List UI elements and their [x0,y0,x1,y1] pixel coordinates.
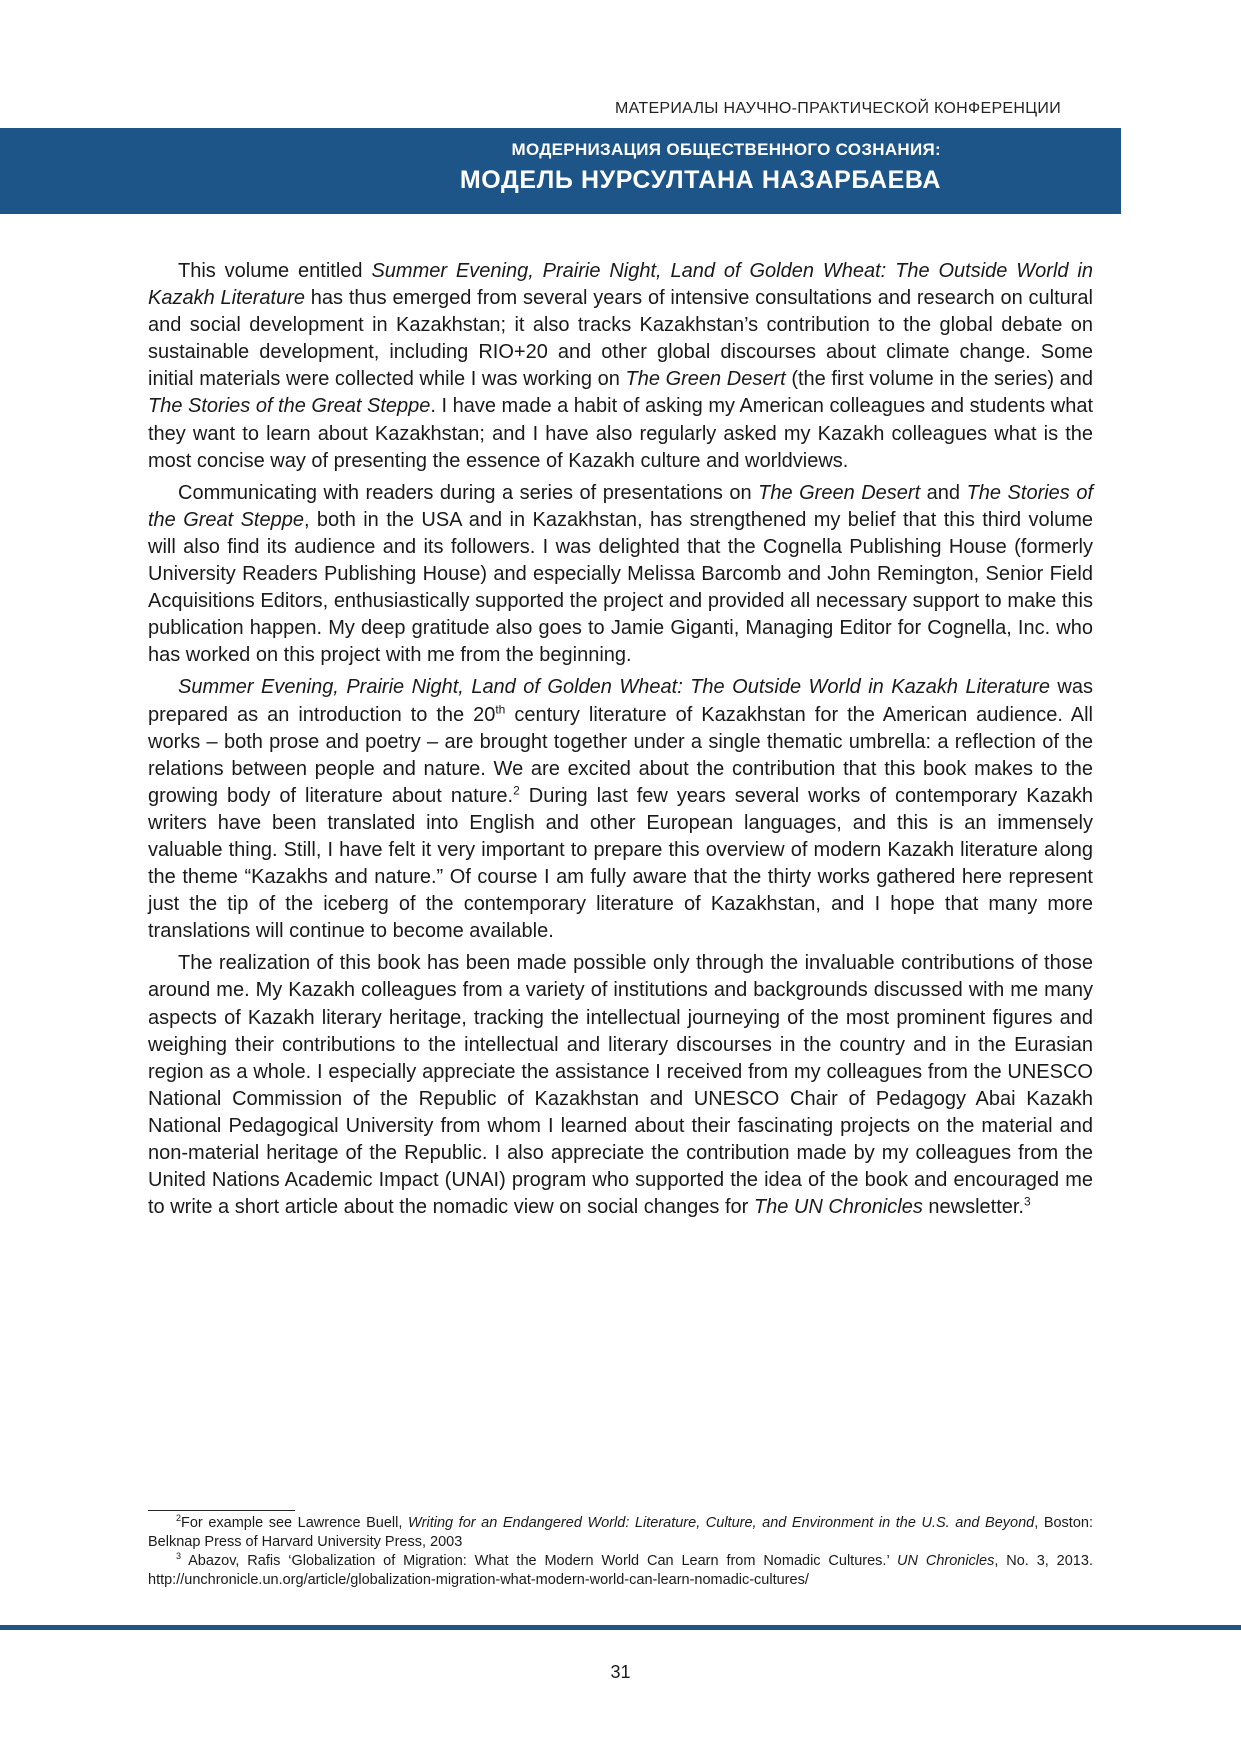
paragraph-1: This volume entitled Summer Evening, Prairie Night, Land of Golden Wheat: The Outside World in Kazakh Literature has thus emerged from several years of intensive consultations and research on cultural and social development in Kazakhstan; it also tracks Kazakhstan’s contribution to the global debate on sustainable development, including RIO+20 and other global discourses about climate change. Some initial materials were collected while I was working on The Green Desert (the first volume in the series) and The Stories of the Great Steppe. I have made a habit of asking my American colleagues and students what they want to learn about Kazakhstan; and I have also regularly asked my Kazakh colleagues what is the most concise way of presenting the essence of Kazakh culture and worldviews. [148,260,1094,472]
footnote-3: $^3$ Abazov, Rafis ‘Globalization of Migration: What the Modern World Can Learn from Nomadic Cultures.’ UN Chronicles, No. 3, 2013. http://unchronicle.un.org/article/globalization-migration-what-modern-world-can-learn-nomadic-cultures/ [148,1551,1093,1588]
header-title-line1: МОДЕРНИЗАЦИЯ ОБЩЕСТВЕННОГО СОЗНАНИЯ: [511,140,941,159]
paragraph-3: Summer Evening, Prairie Night, Land of Golden Wheat: The Outside World in Kazakh Literature was prepared as an introduction to the 20th century literature of Kazakhstan for the American audience. All works – both prose and poetry – are brought together under a single thematic umbrella: a reflection of the relations between people and nature. We are excited about the contribution that this book makes to the growing body of literature about nature.$^2$ During last few years several works of contemporary Kazakh writers have been translated into English and other European languages, and this is an immensely valuable thing. Still, I have felt it very important to prepare this overview of modern Kazakh literature along the theme “Kazakhs and nature.” Of course I am fully aware that the thirty works gathered here represent just the tip of the iceberg of the contemporary literature of Kazakhstan, and I hope that many more translations will continue to become available. [148,676,1093,943]
footnote-2: $^2$For example see Lawrence Buell, Writing for an Endangered World: Literature, Culture, and Environment in the U.S. and Beyond, Boston: Belknap Press of Harvard University Press, 2003 [148,1513,1093,1550]
conference-series-label: МАТЕРИАЛЫ НАУЧНО-ПРАКТИЧЕСКОЙ КОНФЕРЕНЦИИ [615,100,1061,117]
footnotes [148,1514,1093,1590]
footnote-ref-2: 2 [513,783,520,798]
paragraph-2: Communicating with readers during a series of presentations on The Green Desert and The Stories of the Great Steppe, both in the USA and in Kazakhstan, has strengthened my belief that this third volume will also find its audience and its followers. I was delighted that the Cognella Publishing House (formerly University Readers Publishing House) and especially Melissa Barcomb and John Remington, Senior Field Acquisitions Editors, enthusiastically supported the project and provided all necessary support to make this publication happen. My deep gratitude also goes to Jamie Giganti, Managing Editor for Cognella, Inc. who has worked on this project with me from the beginning. [148,481,1094,667]
footer-divider [0,1625,1241,1630]
header-title-line2: МОДЕЛЬ НУРСУЛТАНА НАЗАРБАЕВА [459,166,941,194]
paragraph-4: The realization of this book has been made possible only through the invaluable contributions of those around me. My Kazakh colleagues from a variety of institutions and backgrounds discussed with me many aspects of Kazakh literary heritage, tracking the intellectual journeying of the most prominent figures and weighing their contributions to the intellectual and literary discourses in the country and in the Eurasian region as a whole. I especially appreciate the assistance I received from my colleagues from the UNESCO National Commission of the Republic of Kazakhstan and UNESCO Chair of Pedagogy Abai Kazakh National Pedagogical University from whom I learned about their fascinating projects on the material and non-material heritage of the Republic. I also appreciate the contribution made by my colleagues from the United Nations Academic Impact (UNAI) program who supported the idea of the book and encouraged me to write a short article about the nomadic view on social changes for The UN Chronicles newsletter.$^3$ [148,952,1093,1219]
footnote-divider [148,1510,295,1511]
main-text [148,258,1093,1226]
superscript-th: th [495,701,506,716]
page-number: 31 [610,1662,631,1682]
footnote-ref-3: 3 [1024,1194,1031,1209]
header-banner [0,128,1121,214]
